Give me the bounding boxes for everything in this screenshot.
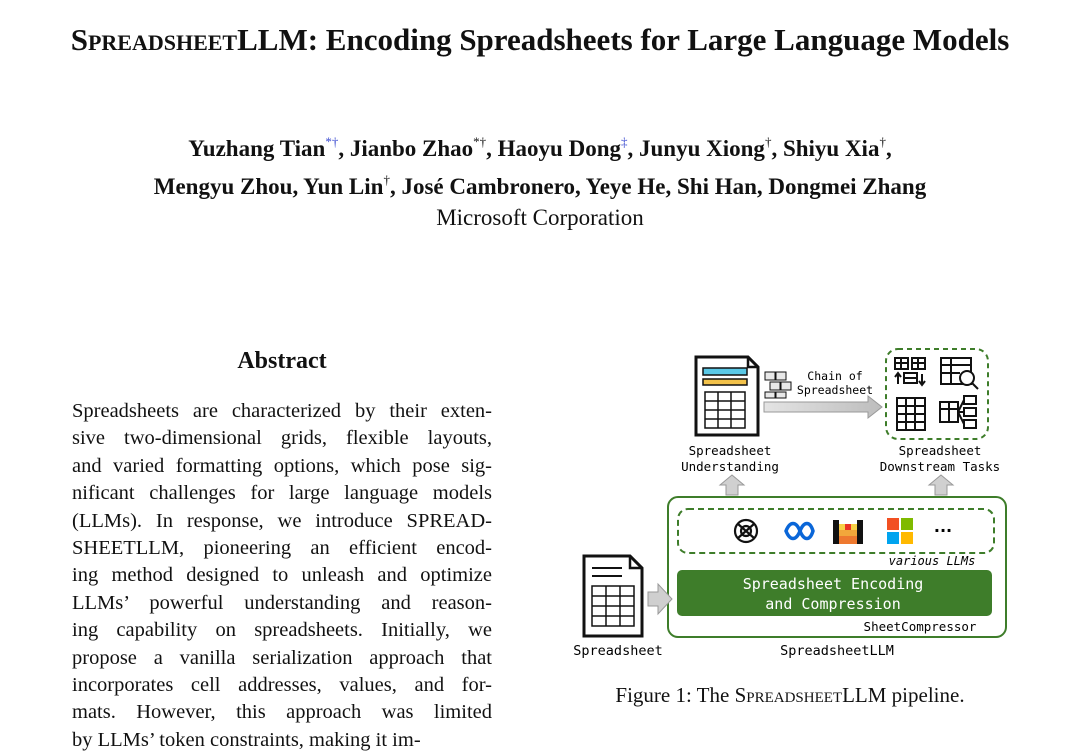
abstract-line: sive two-dimensional grids, flexible layouts, xyxy=(72,427,492,450)
meta-icon xyxy=(786,524,813,539)
abstract-line: by LLMs’ token constraints, making it im- xyxy=(72,728,421,751)
compressor-label: SheetCompressor xyxy=(863,619,977,634)
author-mark: † xyxy=(383,172,390,187)
chain-label-2: Spreadsheet xyxy=(796,383,874,397)
understanding-sheet-icon xyxy=(696,357,758,435)
author-names-a: Mengyu Zhou, Yun Lin xyxy=(153,174,384,199)
abstract-line: SHEETLLM, pioneering an efficient encod- xyxy=(72,536,492,559)
author-line-2 xyxy=(0,164,1080,202)
author-line-1 xyxy=(0,126,1080,164)
caption-smallcaps: Spreadsheet xyxy=(734,683,843,707)
downstream-label-1: Spreadsheet xyxy=(898,443,982,458)
abstract-line: nificant challenges for large language models xyxy=(72,482,492,505)
paper-title xyxy=(0,22,1080,58)
abstract-line: and varied formatting options, which pose sig- xyxy=(72,454,492,477)
understanding-label-2: Understanding xyxy=(681,459,779,474)
author-name: , Haoyu Dong xyxy=(486,136,622,161)
caption-prefix: Figure 1: The xyxy=(615,683,735,707)
chain-of-spreadsheet-icon xyxy=(765,372,791,398)
author-mark: † xyxy=(764,134,772,149)
microsoft-icon xyxy=(887,518,913,544)
pipeline-figure xyxy=(560,340,1020,670)
openai-icon xyxy=(735,520,757,542)
author-block xyxy=(0,126,1080,233)
document-table-icon xyxy=(897,398,925,430)
author-mark: *† xyxy=(325,134,339,149)
mistral-icon xyxy=(833,520,863,544)
llms-label: various LLMs xyxy=(888,554,976,568)
abstract-line: mats. However, this approach was limited xyxy=(72,701,492,724)
abstract-line: Spreadsheets are characterized by their exten- xyxy=(72,400,492,422)
system-label: SpreadsheetLLM xyxy=(780,643,894,659)
author-mark: † xyxy=(879,134,886,149)
chain-label-1: Chain of xyxy=(807,369,863,383)
input-label: Spreadsheet xyxy=(573,643,663,659)
up-arrow-left xyxy=(720,475,744,495)
more-llms-ellipsis: ··· xyxy=(933,521,953,540)
abstract-line: incorporates cell addresses, values, and for- xyxy=(72,673,492,696)
abstract-line: propose a vanilla serialization approach that xyxy=(72,646,492,669)
author-names-b: , José Cambronero, Yeye He, Shi Han, Dongmei Zhang xyxy=(389,174,927,199)
author-mark: ‡ xyxy=(621,134,628,149)
author-name: , Junyu Xiong xyxy=(627,136,765,161)
author-name: Yuzhang Tian xyxy=(188,136,326,161)
title-smallcaps: Spreadsheet xyxy=(70,22,238,57)
understanding-label-1: Spreadsheet xyxy=(688,443,772,458)
abstract-line: ing method designed to unleash and optimize xyxy=(72,564,492,587)
figure-caption xyxy=(560,683,1020,708)
title-rest: LLM: Encoding Spreadsheets for Large Language Models xyxy=(237,22,1010,57)
abstract-heading: Abstract xyxy=(237,348,327,374)
up-arrow-right xyxy=(929,475,953,495)
abstract-line: LLMs’ powerful understanding and reason- xyxy=(72,591,492,614)
encoding-label-1: Spreadsheet Encoding xyxy=(742,575,924,593)
table-flow-icon xyxy=(940,396,976,428)
caption-suffix: LLM pipeline. xyxy=(842,683,965,707)
author-name: , Jianbo Zhao xyxy=(338,136,474,161)
downstream-label-2: Downstream Tasks xyxy=(879,459,1001,474)
abstract-line: ing capability on spreadsheets. Initially, we xyxy=(72,619,492,642)
table-transform-icon xyxy=(895,358,925,385)
abstract-body xyxy=(72,398,492,754)
table-search-icon xyxy=(941,358,978,389)
affiliation: Microsoft Corporation xyxy=(436,205,644,230)
chain-arrow xyxy=(764,396,882,418)
input-sheet-icon xyxy=(584,556,642,636)
author-name: , xyxy=(885,136,892,161)
abstract-line: (LLMs). In response, we introduce SPREAD- xyxy=(72,509,492,532)
author-name: , Shiyu Xia xyxy=(771,136,880,161)
encoding-label-2: and Compression xyxy=(765,595,901,613)
author-mark: *† xyxy=(473,134,487,149)
